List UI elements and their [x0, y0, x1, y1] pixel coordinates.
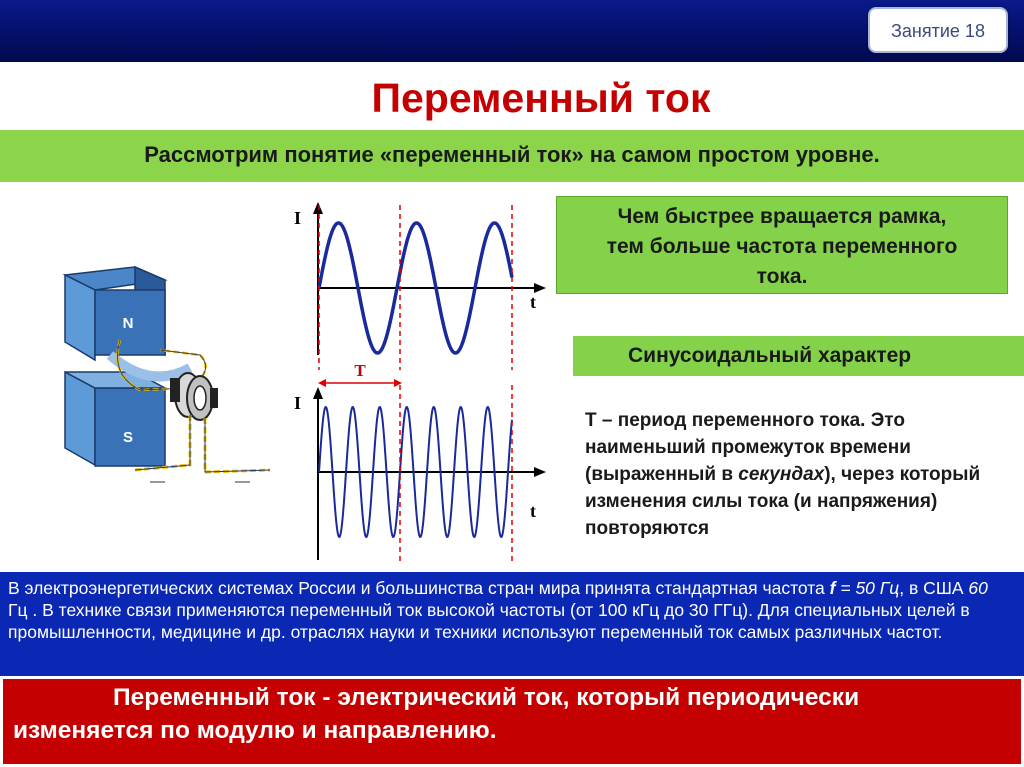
rotation-speed-note [556, 196, 1008, 294]
info-50hz: = 50 Гц [840, 578, 900, 598]
top-x-axis-label: t [530, 292, 536, 312]
period-text-2: ), через который изменения силы тока (и напряжения) повторяются [585, 464, 981, 539]
south-pole-label: S [122, 429, 134, 446]
sinusoidal-note: Синусоидальный характер [573, 336, 1024, 376]
low-frequency-graph [290, 200, 550, 370]
speed-note-line-1: Чем быстрее вращается рамка, [617, 205, 947, 228]
bottom-x-axis-label: t [530, 501, 536, 521]
info-f-symbol: f [829, 578, 836, 598]
definition-line-1: Переменный ток - электрический ток, который периодически [113, 684, 860, 711]
definition-line-2: изменяется по модулю и направлению. [13, 717, 497, 744]
definition-box [0, 676, 1024, 767]
info-text-3: , в США [899, 578, 969, 598]
speed-note-line-2: тем больше частота переменного [606, 235, 958, 258]
high-frequency-graph [290, 385, 550, 565]
info-text-1: В электроэнергетических системах России и большинства стран мира принята стандартная частота [8, 578, 830, 598]
bottom-y-axis-label: I [294, 393, 302, 413]
frequency-info-box [0, 572, 1024, 676]
north-pole-label: N [122, 315, 134, 332]
info-text-4: Гц . В технике связи применяются переменный ток высокой частоты (от 100 кГц до 30 ГГц). Для специальных целей в промышленности, медицине и др. отраслях науки и техники используют переменный ток самых различных частот. [8, 600, 970, 642]
speed-note-line-3: тока. [756, 265, 808, 288]
lesson-badge: Занятие 18 [868, 7, 1008, 53]
info-usa-frequency: 60 [968, 578, 988, 598]
top-y-axis-label: I [294, 208, 302, 228]
period-text-1: Т – период переменного тока. Это наименьший промежуток времени (выраженный в [585, 410, 911, 485]
period-definition [585, 407, 985, 542]
period-text-seconds: секундах [738, 464, 825, 485]
page-title: Переменный ток [371, 75, 711, 121]
period-label: T [354, 361, 366, 380]
subtitle: Рассмотрим понятие «переменный ток» на самом простом уровне. [144, 142, 880, 167]
